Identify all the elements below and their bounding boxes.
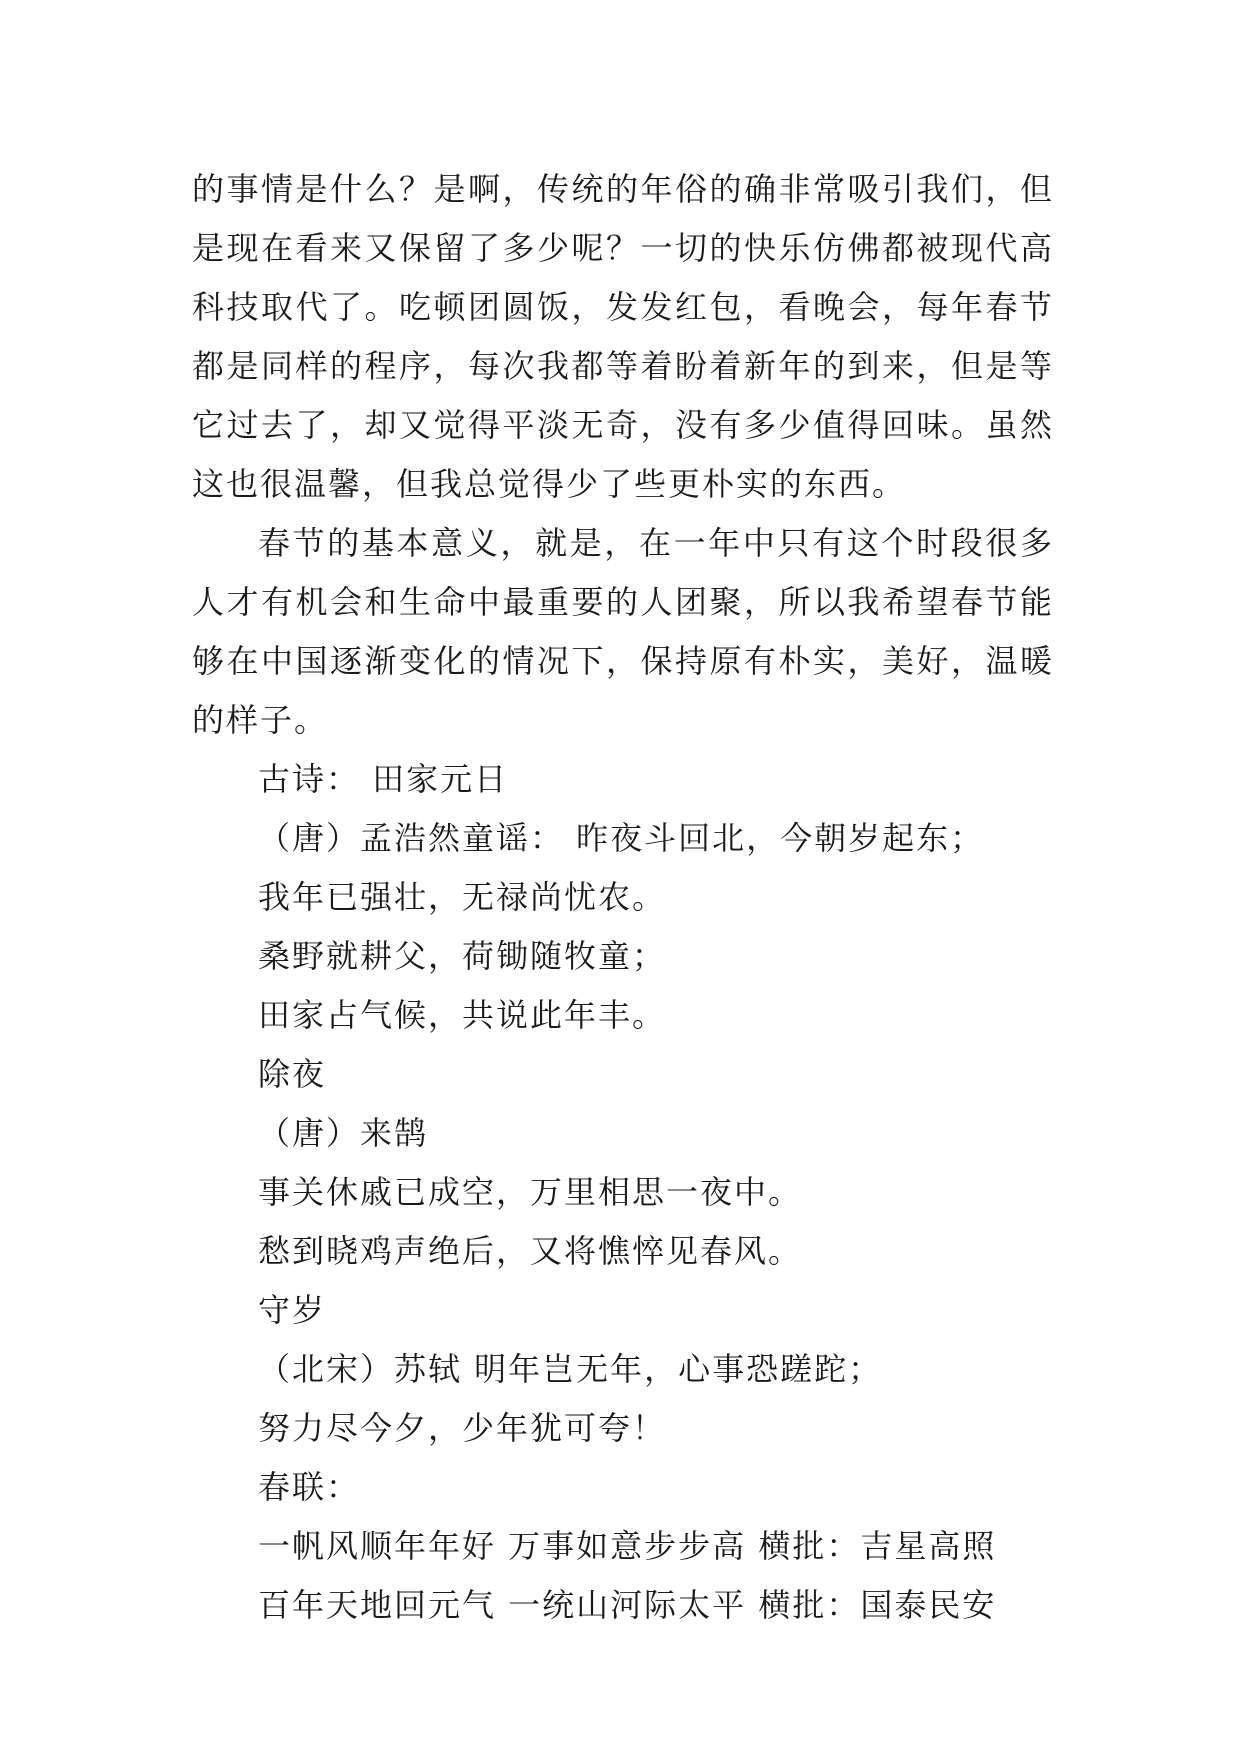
poem-title: 守岁 xyxy=(258,1291,327,1329)
poem-line: 愁到晓鸡声绝后，又将憔悴见春风。 xyxy=(258,1232,803,1270)
poem-line: （北宋）苏轼 明年岂无年，心事恐蹉跎； xyxy=(258,1350,883,1388)
paragraph-spring-festival-meaning: 春节的基本意义，就是，在一年中只有这个时段很多人才有机会和生命中最重要的人团聚，所以我希望春节能够在中国逐渐变化的情况下，保持原有朴实，美好，温暖的样子。 xyxy=(192,524,1054,739)
paragraph-continued: 的事情是什么？是啊，传统的年俗的确非常吸引我们，但是现在看来又保留了多少呢？一切的快乐仿佛都被现代高科技取代了。吃顿团圆饭，发发红包，看晚会，每年春节都是同样的程序，每次我都等着盼着新年的到来，但是等它过去了，却又觉得平淡无奇，没有多少值得回味。虽然这也很温馨，但我总觉得少了些更朴实的东西。 xyxy=(192,170,1054,503)
poem-line: 桑野就耕父，荷锄随牧童； xyxy=(258,937,667,975)
document-body xyxy=(192,160,1054,1635)
heading-couplets: 春联： xyxy=(258,1468,361,1506)
poem-line: 我年已强壮，无禄尚忧农。 xyxy=(258,878,667,916)
couplet-line: 一帆风顺年年好 万事如意步步高 横批：吉星高照 xyxy=(258,1527,997,1565)
poem-line: 事关休戚已成空，万里相思一夜中。 xyxy=(258,1173,803,1211)
poem-author: （唐）来鹄 xyxy=(258,1114,429,1152)
poem-line: （唐）孟浩然童谣： 昨夜斗回北，今朝岁起东； xyxy=(258,819,985,857)
poem-title: 除夜 xyxy=(258,1055,327,1093)
poem-line: 田家占气候，共说此年丰。 xyxy=(258,996,667,1034)
couplet-line: 百年天地回元气 一统山河际太平 横批：国泰民安 xyxy=(258,1586,997,1624)
poem-line: 努力尽今夕，少年犹可夸！ xyxy=(258,1409,667,1447)
heading-ancient-poems: 古诗： 田家元日 xyxy=(258,760,509,798)
